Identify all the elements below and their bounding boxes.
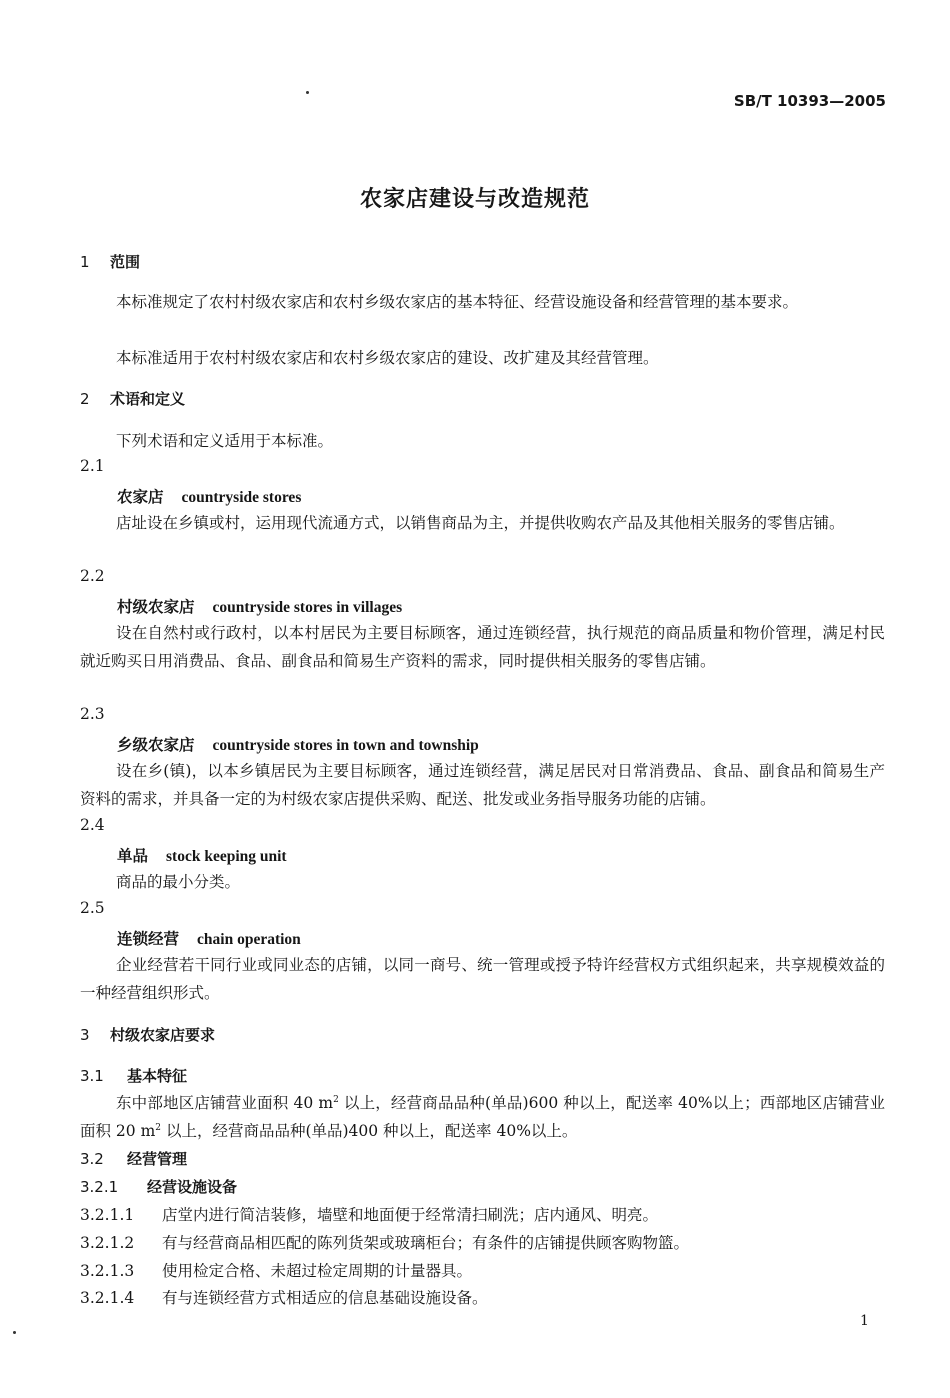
scan-speck: [13, 1331, 16, 1334]
section-number: 3: [80, 1026, 90, 1044]
section-1-paragraph-1: 本标准规定了农村村级农家店和农村乡级农家店的基本特征、经营设施设备和经营管理的基本要求。: [116, 293, 799, 311]
term-chinese: 单品: [117, 847, 149, 865]
section-2-heading: [80, 388, 185, 409]
subsection-title: 基本特征: [127, 1067, 188, 1085]
clause-number: 3.2.1.2: [80, 1234, 135, 1252]
clause-item: [80, 1203, 658, 1225]
superscript: 2: [155, 1122, 162, 1133]
clause-text: 店堂内进行简洁装修，墙壁和地面便于经常清扫刷洗；店内通风、明亮。: [162, 1206, 659, 1224]
clause-text: 使用检定合格、未超过检定周期的计量器具。: [162, 1262, 473, 1280]
term-chinese: 村级农家店: [117, 598, 195, 616]
term-english: stock keeping unit: [166, 848, 287, 865]
page-number: 1: [860, 1313, 869, 1329]
subsection-3-1-paragraph: [80, 1089, 885, 1145]
term-number: 2.1: [80, 457, 105, 475]
term-chinese: 连锁经营: [117, 930, 180, 948]
term-english: countryside stores in town and township: [212, 737, 479, 754]
term-definition: 设在乡(镇)，以本乡镇居民为主要目标顾客，通过连锁经营，满足居民对日常消费品、食品、副食品和简易生产资料的需求，并具备一定的为村级农家店提供采购、配送、批发或业务指导服务功能的店铺。: [80, 762, 885, 808]
clause-text: 有与连锁经营方式相适应的信息基础设施设备。: [162, 1289, 488, 1307]
term-definition: 店址设在乡镇或村，运用现代流通方式，以销售商品为主，并提供收购农产品及其他相关服务的零售店铺。: [116, 514, 845, 532]
text-part: 以上，经营商品品种(单品)400 种以上，配送率 40%以上。: [161, 1122, 578, 1140]
clause-item: [80, 1286, 488, 1308]
subsection-3-2-1-heading: [80, 1176, 237, 1197]
term-number: 2.3: [80, 705, 105, 723]
term-definition: 商品的最小分类。: [116, 873, 241, 891]
clause-text: 有与经营商品相匹配的陈列货架或玻璃柜台；有条件的店铺提供顾客购物篮。: [162, 1234, 690, 1252]
clause-number: 3.2.1.1: [80, 1206, 135, 1224]
term-heading: [117, 485, 301, 507]
clause-item: [80, 1259, 472, 1281]
text-part: 以上，经营商品品种(单品)600 种以上，配送率 40%以上；西部地区店铺营业面积 20 m: [80, 1094, 885, 1140]
term-chinese: 乡级农家店: [117, 736, 195, 754]
section-3-heading: [80, 1024, 215, 1045]
subsection-number: 3.2: [80, 1150, 104, 1168]
term-heading: [117, 927, 301, 949]
term-heading: [117, 595, 402, 617]
term-chinese: 农家店: [117, 488, 164, 506]
term-english: chain operation: [197, 931, 301, 948]
section-title: 术语和定义: [110, 390, 186, 408]
section-title: 范围: [110, 253, 141, 271]
scan-speck: [306, 91, 309, 94]
text-part: 东中部地区店铺营业面积 40 m: [116, 1094, 334, 1112]
section-number: 2: [80, 390, 90, 408]
section-1-paragraph-2: 本标准适用于农村村级农家店和农村乡级农家店的建设、改扩建及其经营管理。: [116, 349, 659, 367]
clause-number: 3.2.1.3: [80, 1262, 135, 1280]
subsection-title: 经营设施设备: [147, 1178, 238, 1196]
term-definition: 设在自然村或行政村，以本村居民为主要目标顾客，通过连锁经营，执行规范的商品质量和物价管理，满足村民就近购买日用消费品、食品、副食品和简易生产资料的需求，同时提供相关服务的零售店铺。: [80, 624, 885, 670]
subsection-3-1-heading: [80, 1065, 187, 1086]
superscript: 2: [333, 1094, 339, 1105]
term-number: 2.4: [80, 816, 105, 834]
term-number: 2.2: [80, 567, 105, 585]
section-number: 1: [80, 253, 90, 271]
term-number: 2.5: [80, 899, 105, 917]
subsection-title: 经营管理: [127, 1150, 188, 1168]
subsection-number: 3.1: [80, 1067, 104, 1085]
term-english: countryside stores: [181, 489, 302, 506]
document-title: 农家店建设与改造规范: [359, 187, 590, 212]
term-english: countryside stores in villages: [212, 599, 403, 616]
clause-item: [80, 1231, 689, 1253]
section-2-intro: 下列术语和定义适用于本标准。: [116, 432, 334, 450]
clause-number: 3.2.1.4: [80, 1289, 135, 1307]
standard-code: SB/T 10393—2005: [733, 92, 886, 110]
term-heading: [117, 844, 287, 866]
subsection-3-2-heading: [80, 1148, 187, 1169]
section-1-heading: [80, 251, 140, 272]
term-definition: 企业经营若干同行业或同业态的店铺，以同一商号、统一管理或授予特许经营权方式组织起来，共享规模效益的一种经营组织形式。: [80, 956, 885, 1002]
subsection-number: 3.2.1: [80, 1178, 119, 1196]
term-heading: [117, 733, 479, 755]
section-title: 村级农家店要求: [110, 1026, 216, 1044]
